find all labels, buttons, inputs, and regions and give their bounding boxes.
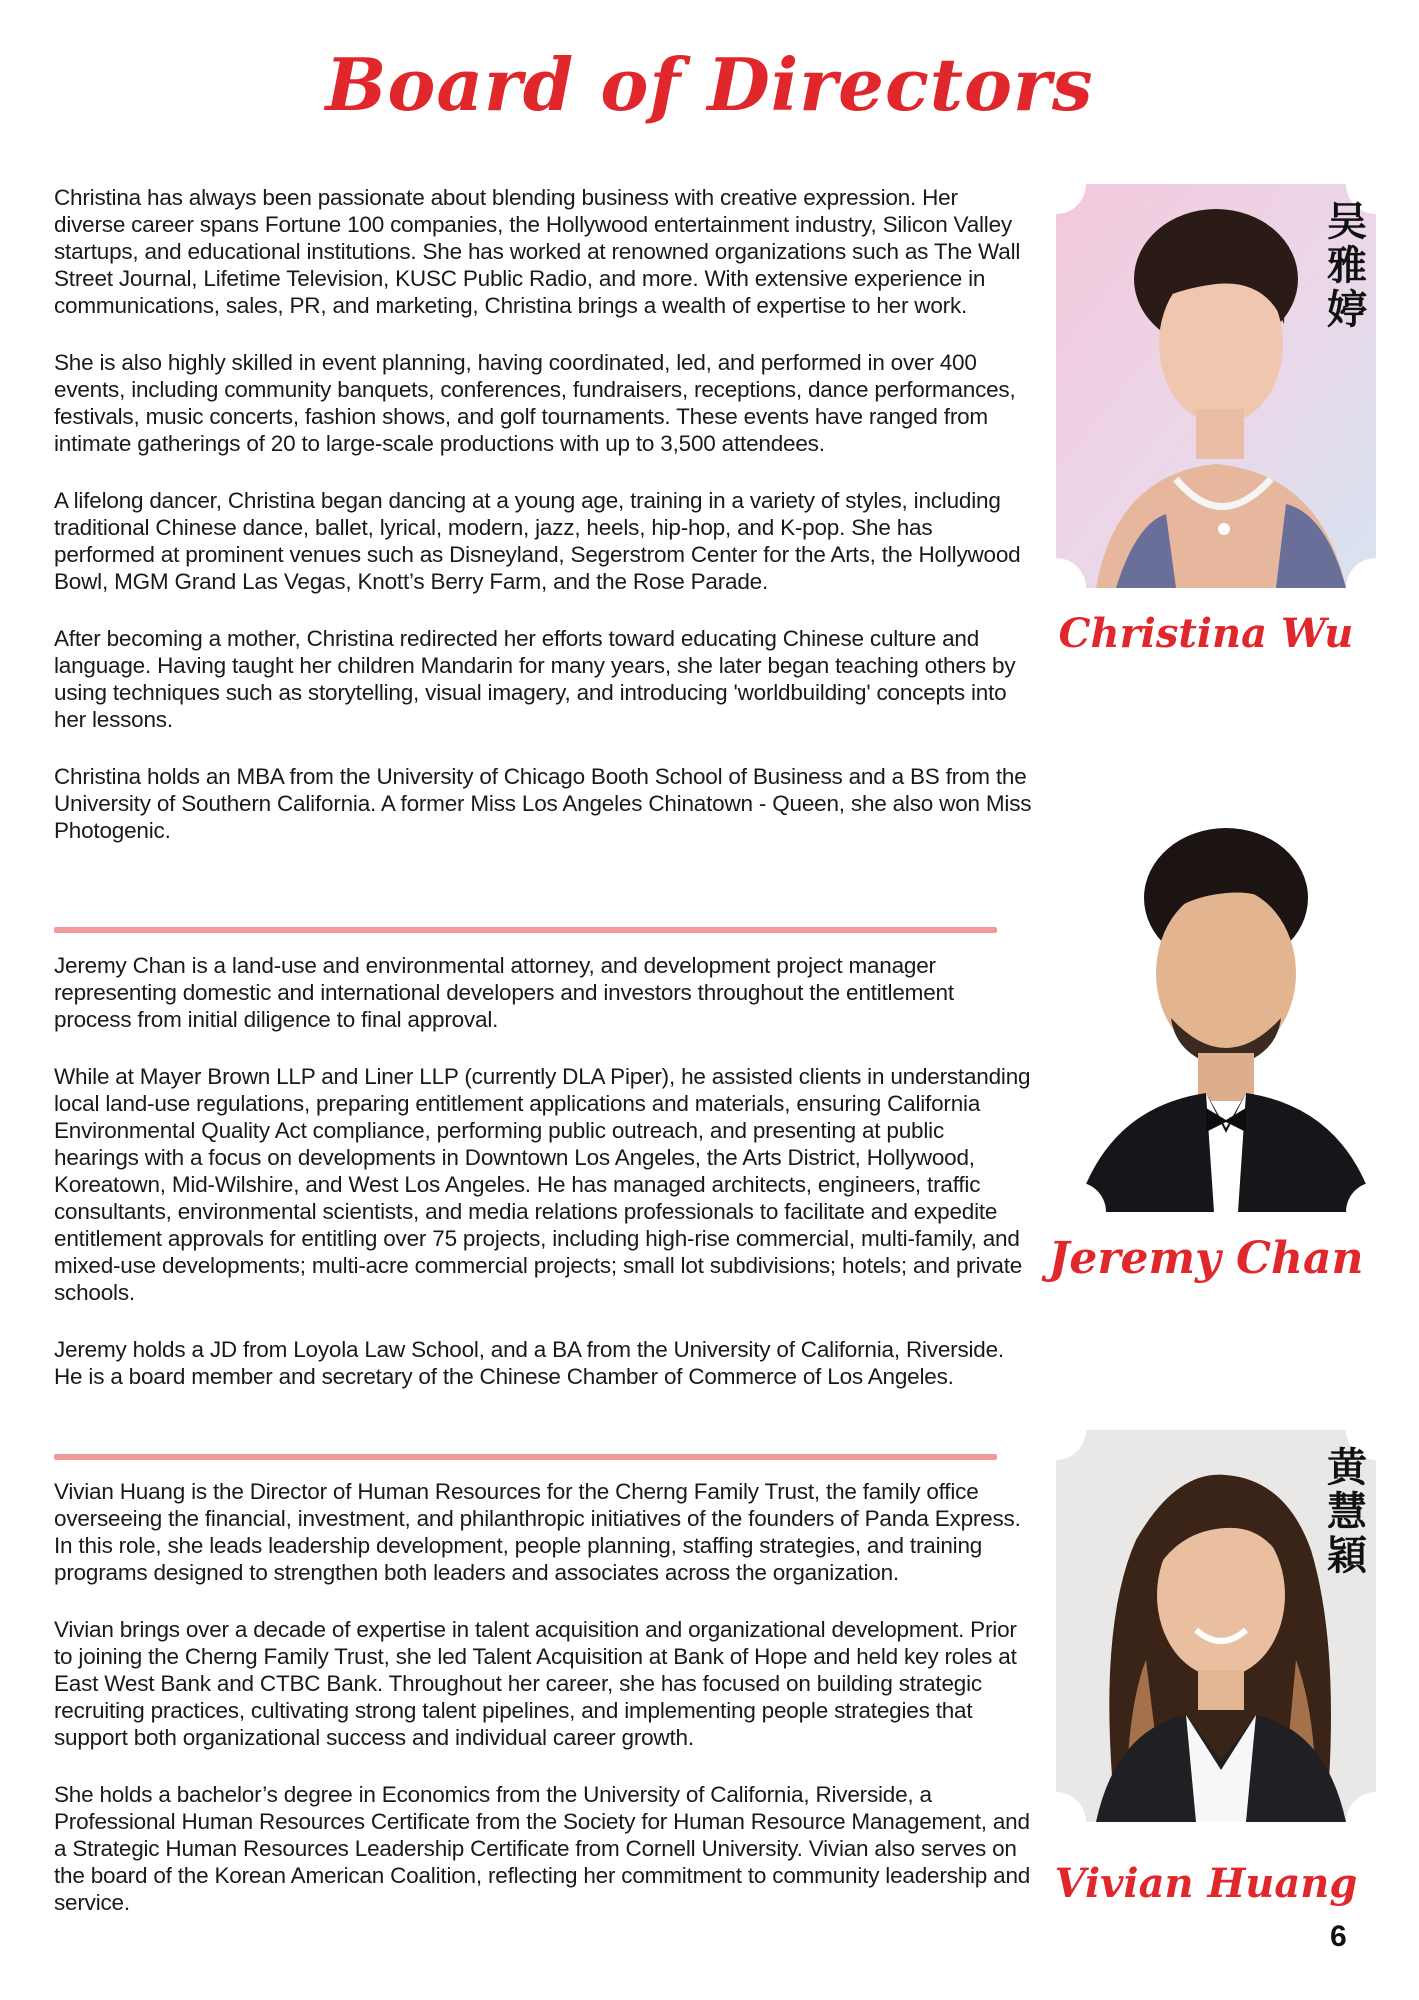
bio-jeremy-chan (54, 952, 1034, 1420)
portrait-jeremy-chan (1076, 808, 1376, 1212)
portrait-vivian-huang (1056, 1430, 1376, 1822)
portrait-christina-wu (1056, 184, 1376, 588)
signature-name: Vivian Huang (1054, 1860, 1358, 1907)
section-divider (54, 1454, 997, 1460)
bio-paragraph: Vivian brings over a decade of expertise in talent acquisition and organizational development. Prior to joining the Cherng Family Trust, she led Talent Acquisition at Bank of Hope and held key roles at East West Bank and CTBC Bank. Throughout her career, she has focused on building strategic recruiting practices, cultivating strong talent pipelines, and implementing people strategies that support both organizational success and individual career growth. (54, 1617, 1017, 1750)
bio-christina-wu (54, 184, 1034, 874)
page-number: 6 (1330, 1920, 1347, 1953)
bio-vivian-huang (54, 1478, 1034, 1946)
page-title: Board of Directors (325, 42, 1094, 127)
bio-paragraph: After becoming a mother, Christina redirected her efforts toward educating Chinese culture and language. Having taught her children Mandarin for many years, she later began teaching others by using techniques such as storytelling, visual imagery, and introducing 'worldbuilding' concepts into her lessons. (54, 626, 1016, 732)
bio-paragraph: Jeremy holds a JD from Loyola Law School, and a BA from the University of California, Riverside. He is a board member and secretary of the Chinese Chamber of Commerce of Los Angeles. (54, 1337, 1004, 1389)
signature-name: Jeremy Chan (1048, 1233, 1364, 1284)
bio-paragraph: Jeremy Chan is a land-use and environmental attorney, and development project manager representing domestic and international developers and investors throughout the entitlement process from initial diligence to final approval. (54, 953, 954, 1032)
bio-paragraph: She is also highly skilled in event planning, having coordinated, led, and performed in over 400 events, including community banquets, conferences, fundraisers, receptions, dance performances, festivals, music concerts, fashion shows, and golf tournaments. These events have ranged from intimate gatherings of 20 to large-scale productions with up to 3,500 attendees. (54, 350, 1016, 456)
chinese-name: 黄 慧 穎 (1327, 1445, 1367, 1579)
bio-paragraph: A lifelong dancer, Christina began dancing at a young age, training in a variety of styles, including traditional Chinese dance, ballet, lyrical, modern, jazz, heels, hip-hop, and K-pop. She has performed at prominent venues such as Disneyland, Segerstrom Center for the Arts, the Hollywood Bowl, MGM Grand Las Vegas, Knott’s Berry Farm, and the Rose Parade. (54, 488, 1021, 594)
bio-paragraph: Christina has always been passionate about blending business with creative expression. Her diverse career spans Fortune 100 companies, the Hollywood entertainment industry, Silicon Valley startups, and educational institutions. She has worked at renowned organizations such as The Wall Street Journal, Lifetime Television, KUSC Public Radio, and more. With extensive experience in communications, sales, PR, and marketing, Christina brings a wealth of expertise to her work. (54, 185, 1021, 318)
section-divider (54, 927, 997, 933)
bio-paragraph: While at Mayer Brown LLP and Liner LLP (currently DLA Piper), he assisted clients in understanding local land-use regulations, preparing entitlement applications and materials, ensuring California Environmental Quality Act compliance, performing public outreach, and presenting at public hearings with a focus on developments in Downtown Los Angeles, the Arts District, Hollywood, Koreatown, Mid-Wilshire, and West Los Angeles. He has managed architects, engineers, traffic consultants, environmental scientists, and media relations professionals to facilitate and expedite entitlement approvals for entitling over 75 projects, including high-rise commercial, multi-family, and mixed-use developments; multi-acre commercial projects; small lot subdivisions; hotels; and private schools. (54, 1064, 1031, 1305)
chinese-name: 吴 雅 婷 (1327, 199, 1367, 333)
signature-name: Christina Wu (1058, 610, 1354, 657)
bio-paragraph: She holds a bachelor’s degree in Economics from the University of California, Riverside, a Professional Human Resources Certificate from the Society for Human Resource Management, and a Strategic Human Resources Leadership Certificate from Cornell University. Vivian also serves on the board of the Korean American Coalition, reflecting her commitment to community leadership and service. (54, 1782, 1031, 1915)
bio-paragraph: Vivian Huang is the Director of Human Resources for the Cherng Family Trust, the family office overseeing the financial, investment, and philanthropic initiatives of the founders of Panda Express. In this role, she leads leadership development, people planning, staffing strategies, and training programs designed to strengthen both leaders and associates across the organization. (54, 1479, 1021, 1585)
bio-paragraph: Christina holds an MBA from the University of Chicago Booth School of Business and a BS from the University of Southern California. A former Miss Los Angeles Chinatown - Queen, she also won Miss Photogenic. (54, 764, 1032, 843)
